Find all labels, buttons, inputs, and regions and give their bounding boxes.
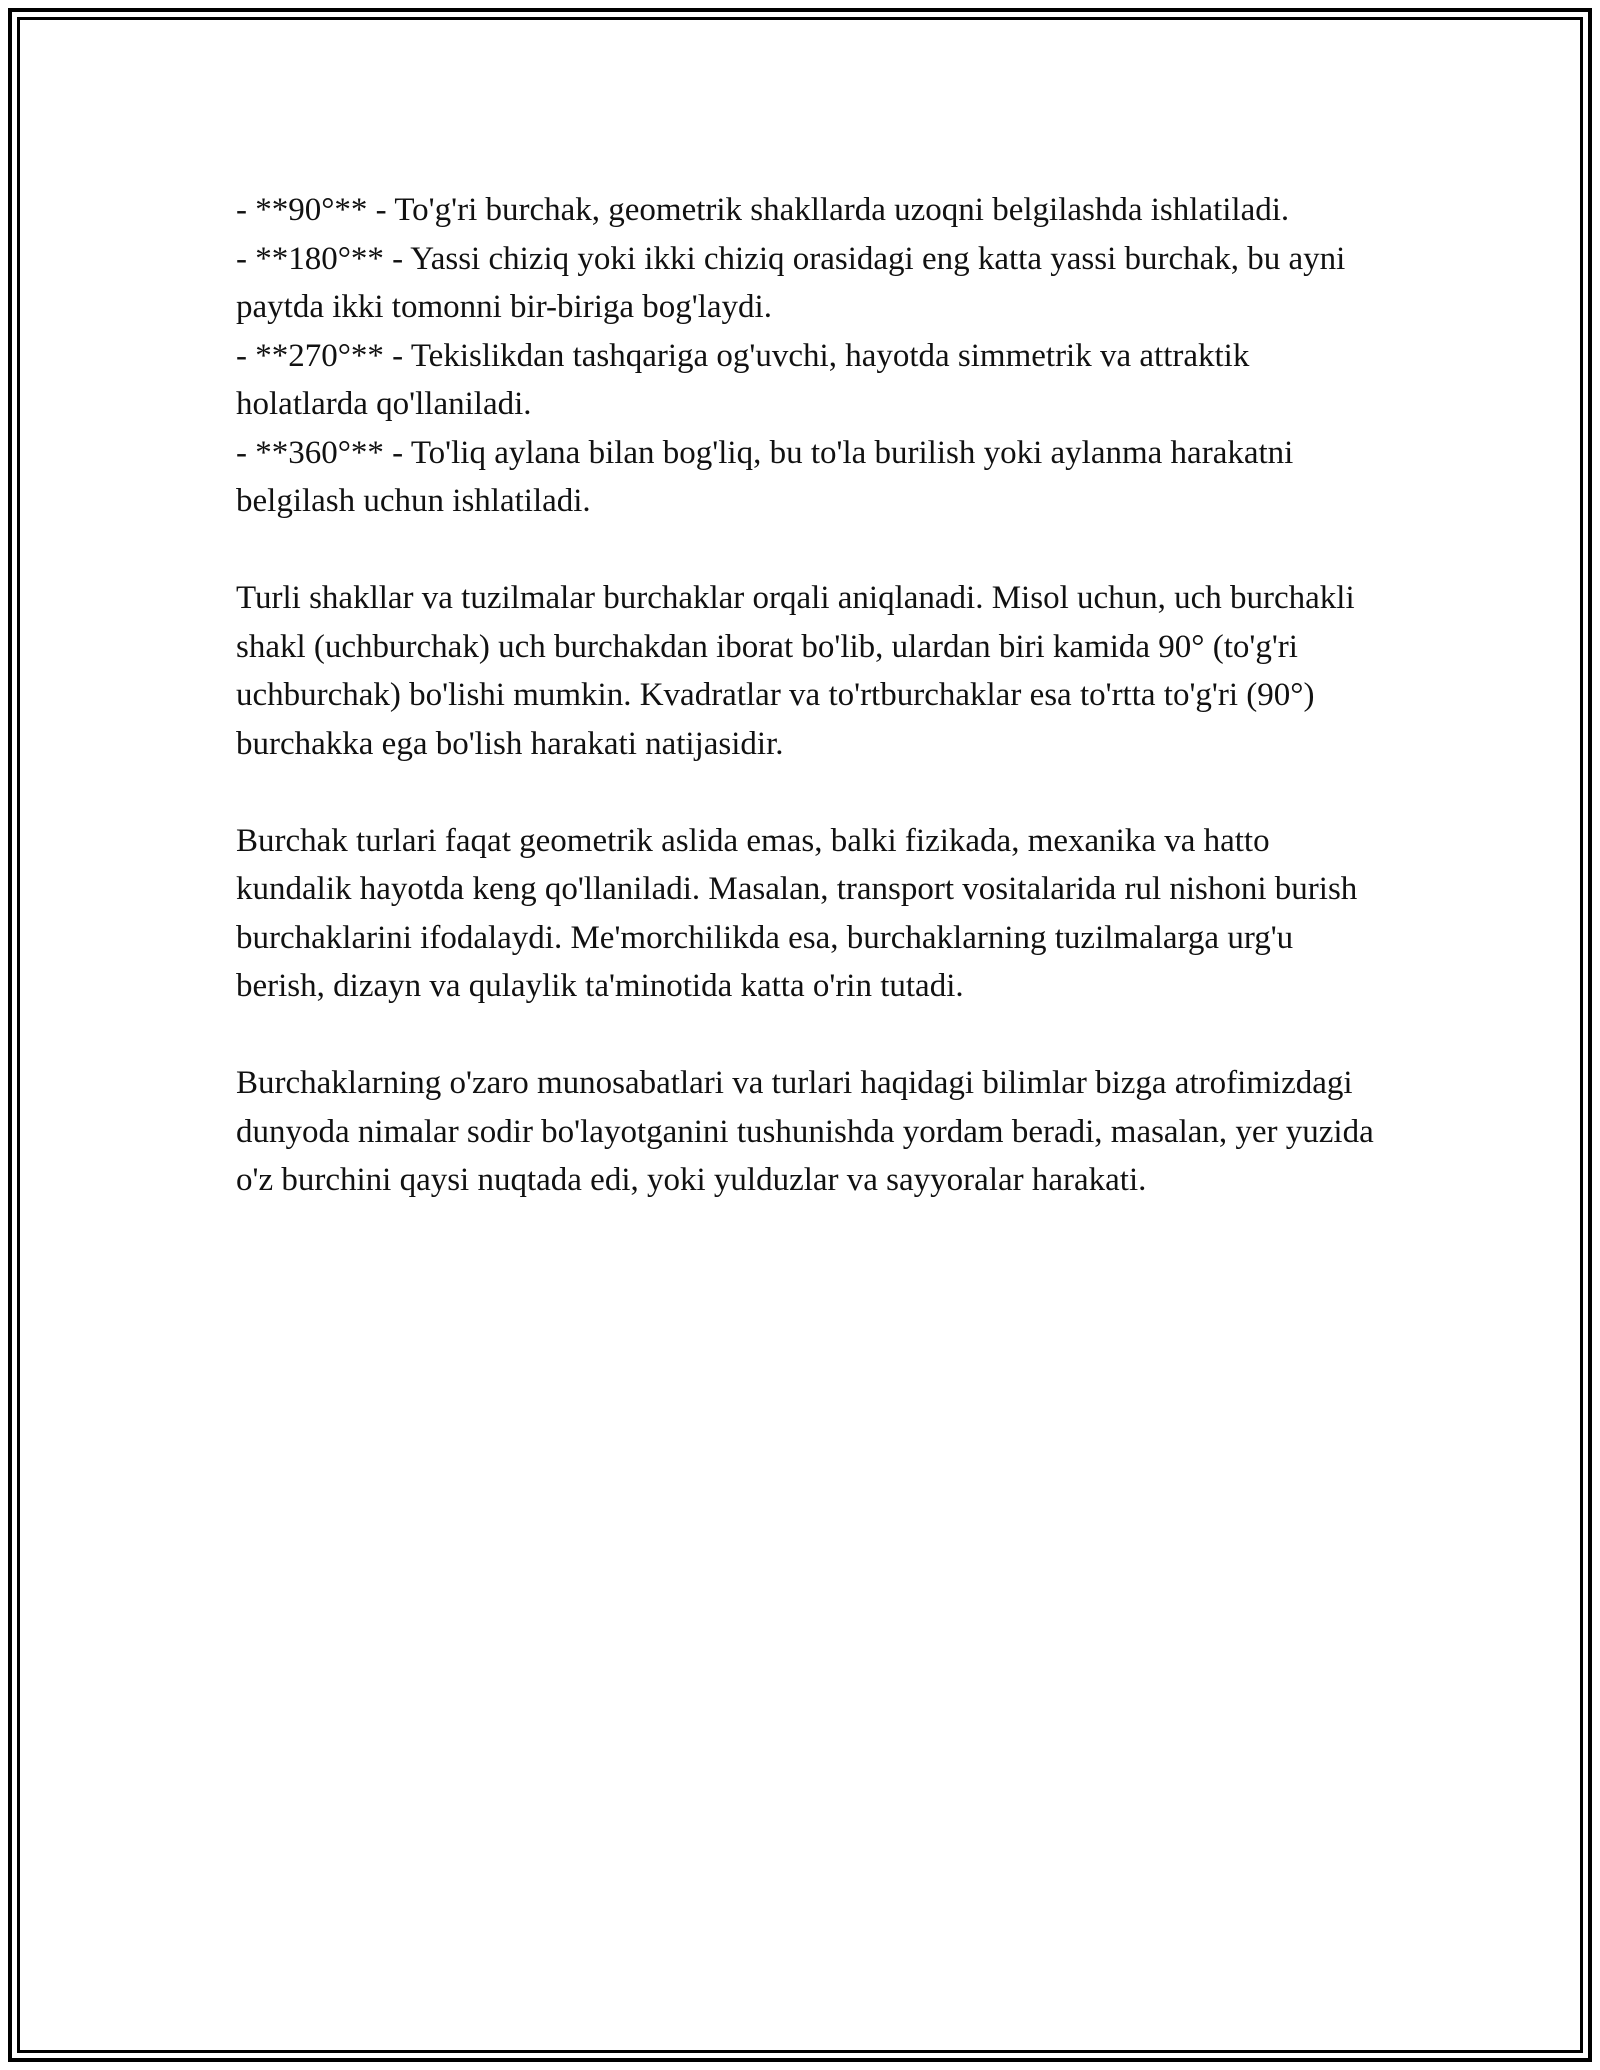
list-item-180: - **180°** - Yassi chiziq yoki ikki chiziq orasidagi eng katta yassi burchak, bu ayni paytda ikki tomonni bir-biriga bog'laydi. [236, 240, 1346, 325]
paragraph-shapes: Turli shakllar va tuzilmalar burchaklar orqali aniqlanadi. Misol uchun, uch burchakli shakl (uchburchak) uch burchakdan iborat bo'lib, ulardan biri kamida 90° (to'g'ri uchburchak) bo'lishi mumkin. Kvadratlar va to'rtburchaklar esa to'rtta to'g'ri (90°) burchakka ega bo'lish harakati natijasidir. [236, 580, 1355, 762]
paragraph-knowledge: Burchaklarning o'zaro munosabatlari va turlari haqidagi bilimlar bizga atrofimizdagi dunyoda nimalar sodir bo'layotganini tushunishda yordam beradi, masalan, yer yuzida o'z burchini qaysi nuqtada edi, yoki yulduzlar va sayyoralar harakati. [236, 1065, 1374, 1198]
document-body [236, 186, 1386, 1205]
list-item-270: - **270°** - Tekislikdan tashqariga og'uvchi, hayotda simmetrik va attraktik holatlarda qo'llaniladi. [236, 337, 1250, 422]
list-item-90: - **90°** - To'g'ri burchak, geometrik shakllarda uzoqni belgilashda ishlatiladi. [236, 192, 1290, 228]
paragraph-applications: Burchak turlari faqat geometrik aslida emas, balki fizikada, mexanika va hatto kundalik hayotda keng qo'llaniladi. Masalan, transport vositalarida rul nishoni burish burchaklarini ifodalaydi. Me'morchilikda esa, burchaklarning tuzilmalarga urg'u berish, dizayn va qulaylik ta'minotida katta o'rin tutadi. [236, 822, 1358, 1004]
list-item-360: - **360°** - To'liq aylana bilan bog'liq, bu to'la burilish yoki aylanma harakatni belgilash uchun ishlatiladi. [236, 434, 1294, 519]
